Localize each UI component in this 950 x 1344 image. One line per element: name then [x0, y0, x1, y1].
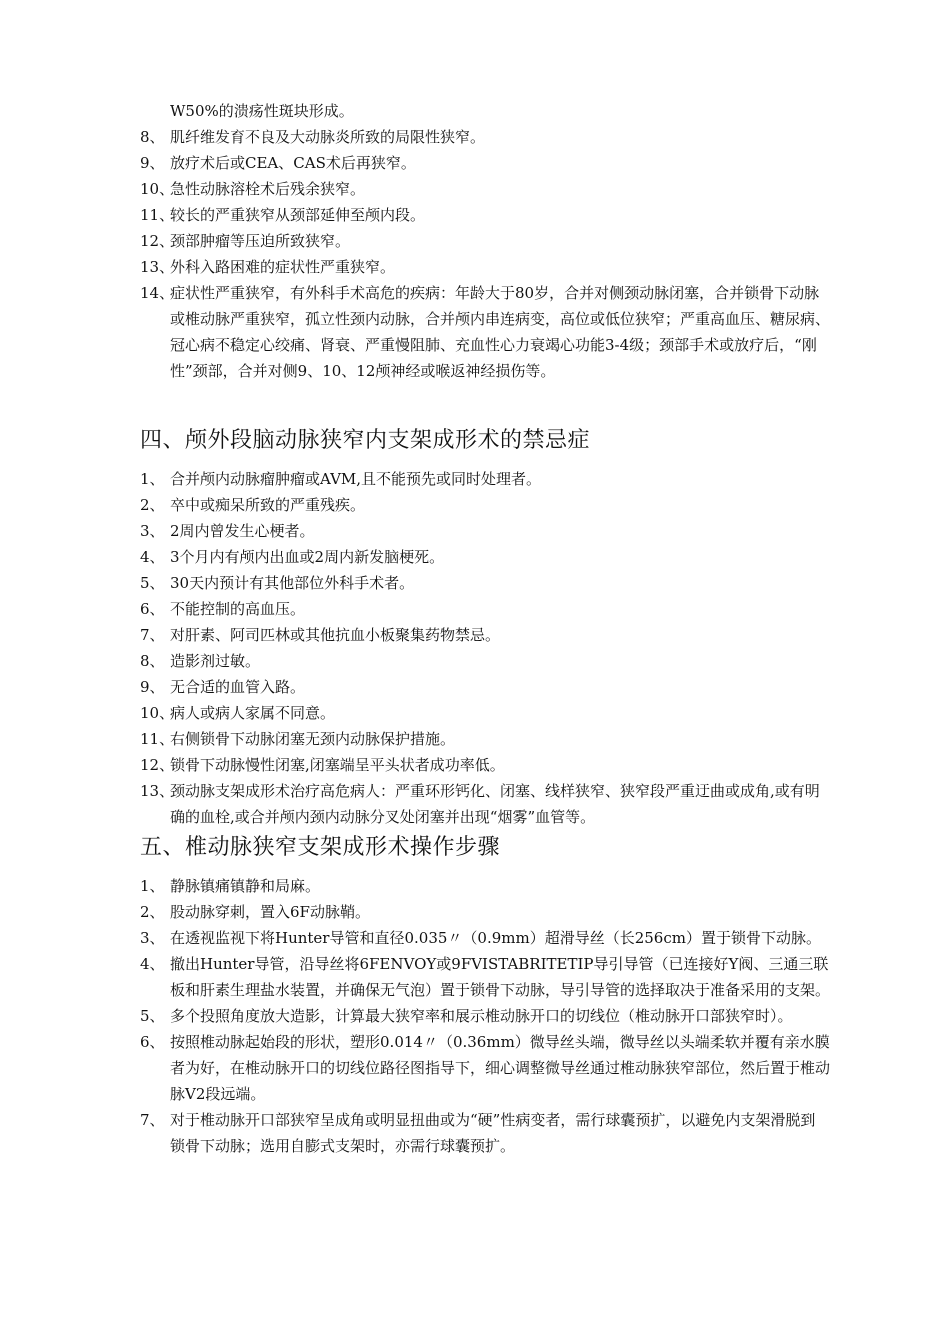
item-text: 2周内曾发生心梗者。	[170, 522, 315, 540]
item-text: 多个投照角度放大造影，计算最大狭窄率和展示椎动脉开口的切线位（椎动脉开口部狭窄时）。	[170, 1007, 793, 1025]
list-item	[140, 124, 830, 150]
item-number: 14、	[140, 284, 175, 302]
item-number: 4、	[140, 955, 165, 973]
item-number: 11、	[140, 730, 175, 748]
item-number: 12、	[140, 232, 175, 250]
item-number: 5、	[140, 1007, 165, 1025]
list-item	[140, 726, 830, 752]
item-text: 无合适的血管入路。	[170, 678, 306, 696]
list-item	[140, 700, 830, 726]
continuation-line	[140, 98, 830, 124]
list-item	[140, 622, 830, 648]
list-item	[140, 1107, 830, 1159]
list-item	[140, 176, 830, 202]
item-number: 7、	[140, 1111, 165, 1129]
list-item	[140, 492, 830, 518]
list-item	[140, 899, 830, 925]
list-item	[140, 752, 830, 778]
list-item	[140, 778, 830, 830]
item-number: 8、	[140, 128, 165, 146]
item-text: 按照椎动脉起始段的形状，塑形0.014〃（0.36mm）微导丝头端，微导丝以头端柔软并覆有亲水膜者为好，在椎动脉开口的切线位路径图指导下，细心调整微导丝通过椎动脉狭窄部位，然后置于椎动脉V2段远端。	[170, 1033, 831, 1103]
list-item	[140, 951, 830, 1003]
item-number: 3、	[140, 929, 165, 947]
item-text: 外科入路困难的症状性严重狭窄。	[170, 258, 396, 276]
item-number: 13、	[140, 258, 175, 276]
list-item	[140, 1003, 830, 1029]
section4	[140, 418, 830, 830]
section3-list	[140, 124, 830, 384]
item-text: 不能控制的高血压。	[170, 600, 306, 618]
list-item	[140, 596, 830, 622]
list-item	[140, 674, 830, 700]
item-text: 在透视监视下将Hunter导管和直径0.035〃（0.9mm）超滑导丝（长256cm）置于锁骨下动脉。	[170, 929, 821, 947]
item-number: 1、	[140, 877, 165, 895]
item-number: 4、	[140, 548, 165, 566]
item-number: 5、	[140, 574, 165, 592]
item-number: 8、	[140, 652, 165, 670]
item-text: 30天内预计有其他部位外科手术者。	[170, 574, 415, 592]
list-item	[140, 544, 830, 570]
item-number: 2、	[140, 903, 165, 921]
item-text: 造影剂过敏。	[170, 652, 261, 670]
item-text: 颈动脉支架成形术治疗高危病人：严重环形钙化、闭塞、线样狭窄、狭窄段严重迂曲或成角,或有明确的血栓,或合并颅内颈内动脉分叉处闭塞并出现“烟雾”血管等。	[170, 782, 820, 826]
list-item	[140, 228, 830, 254]
item-number: 10、	[140, 180, 175, 198]
item-text: 放疗术后或CEA、CAS术后再狭窄。	[170, 154, 416, 172]
item-number: 11、	[140, 206, 175, 224]
item-number: 12、	[140, 756, 175, 774]
item-text: 较长的严重狭窄从颈部延伸至颅内段。	[170, 206, 426, 224]
item-text: 合并颅内动脉瘤肿瘤或AVM,且不能预先或同时处理者。	[170, 470, 542, 488]
item-text: 肌纤维发育不良及大动脉炎所致的局限性狭窄。	[170, 128, 486, 146]
item-number: 9、	[140, 154, 165, 172]
item-text: 3个月内有颅内出血或2周内新发脑梗死。	[170, 548, 445, 566]
item-text: 急性动脉溶栓术后残余狭窄。	[170, 180, 366, 198]
item-text: 卒中或痴呆所致的严重残疾。	[170, 496, 366, 514]
item-text: 锁骨下动脉慢性闭塞,闭塞端呈平头状者成功率低。	[170, 756, 505, 774]
item-text: 对于椎动脉开口部狭窄呈成角或明显扭曲或为“硬”性病变者，需行球囊预扩，以避免内支架滑脱到锁骨下动脉；选用自膨式支架时，亦需行球囊预扩。	[170, 1111, 816, 1155]
continuation-text: W50%的溃疡性斑块形成。	[170, 102, 354, 120]
section4-title: 四、颅外段脑动脉狭窄内支架成形术的禁忌症	[140, 428, 591, 453]
item-text: 病人或病人家属不同意。	[170, 704, 336, 722]
item-text: 症状性严重狭窄，有外科手术高危的疾病：年龄大于80岁，合并对侧颈动脉闭塞，合并锁骨下动脉或椎动脉严重狭窄，孤立性颈内动脉，合并颅内串连病变，高位或低位狭窄；严重高血压、糖尿病、冠心病不稳定心绞痛、肾衰、严重慢阻肺、充血性心力衰竭心功能3-4级；颈部手术或放疗后，“刚性”颈部，合并对侧9、10、12颅神经或喉返神经损伤等。	[170, 284, 831, 380]
section3-tail	[140, 98, 830, 384]
item-text: 对肝素、阿司匹林或其他抗血小板聚集药物禁忌。	[170, 626, 501, 644]
list-item	[140, 570, 830, 596]
item-number: 13、	[140, 782, 175, 800]
item-number: 2、	[140, 496, 165, 514]
section5-list	[140, 873, 830, 1159]
list-item	[140, 254, 830, 280]
item-number: 10、	[140, 704, 175, 722]
list-item	[140, 202, 830, 228]
list-item	[140, 280, 830, 384]
list-item	[140, 1029, 830, 1107]
list-item	[140, 518, 830, 544]
item-text: 撤出Hunter导管，沿导丝将6FENVOY或9FVISTABRITETIP导引导管（已连接好Y阀、三通三联板和肝素生理盐水装置，并确保无气泡）置于锁骨下动脉，导引导管的选择取决于准备采用的支架。	[170, 955, 831, 999]
item-text: 颈部肿瘤等压迫所致狭窄。	[170, 232, 351, 250]
item-text: 静脉镇痛镇静和局麻。	[170, 877, 321, 895]
item-number: 6、	[140, 600, 165, 618]
item-number: 3、	[140, 522, 165, 540]
list-item	[140, 925, 830, 951]
item-text: 右侧锁骨下动脉闭塞无颈内动脉保护措施。	[170, 730, 456, 748]
item-number: 7、	[140, 626, 165, 644]
item-number: 1、	[140, 470, 165, 488]
section5-title: 五、椎动脉狭窄支架成形术操作步骤	[140, 835, 501, 860]
item-number: 9、	[140, 678, 165, 696]
item-text: 股动脉穿刺，置入6F动脉鞘。	[170, 903, 370, 921]
list-item	[140, 150, 830, 176]
item-number: 6、	[140, 1033, 165, 1051]
section4-list	[140, 466, 830, 830]
list-item	[140, 466, 830, 492]
section5	[140, 825, 830, 1159]
list-item	[140, 648, 830, 674]
list-item	[140, 873, 830, 899]
